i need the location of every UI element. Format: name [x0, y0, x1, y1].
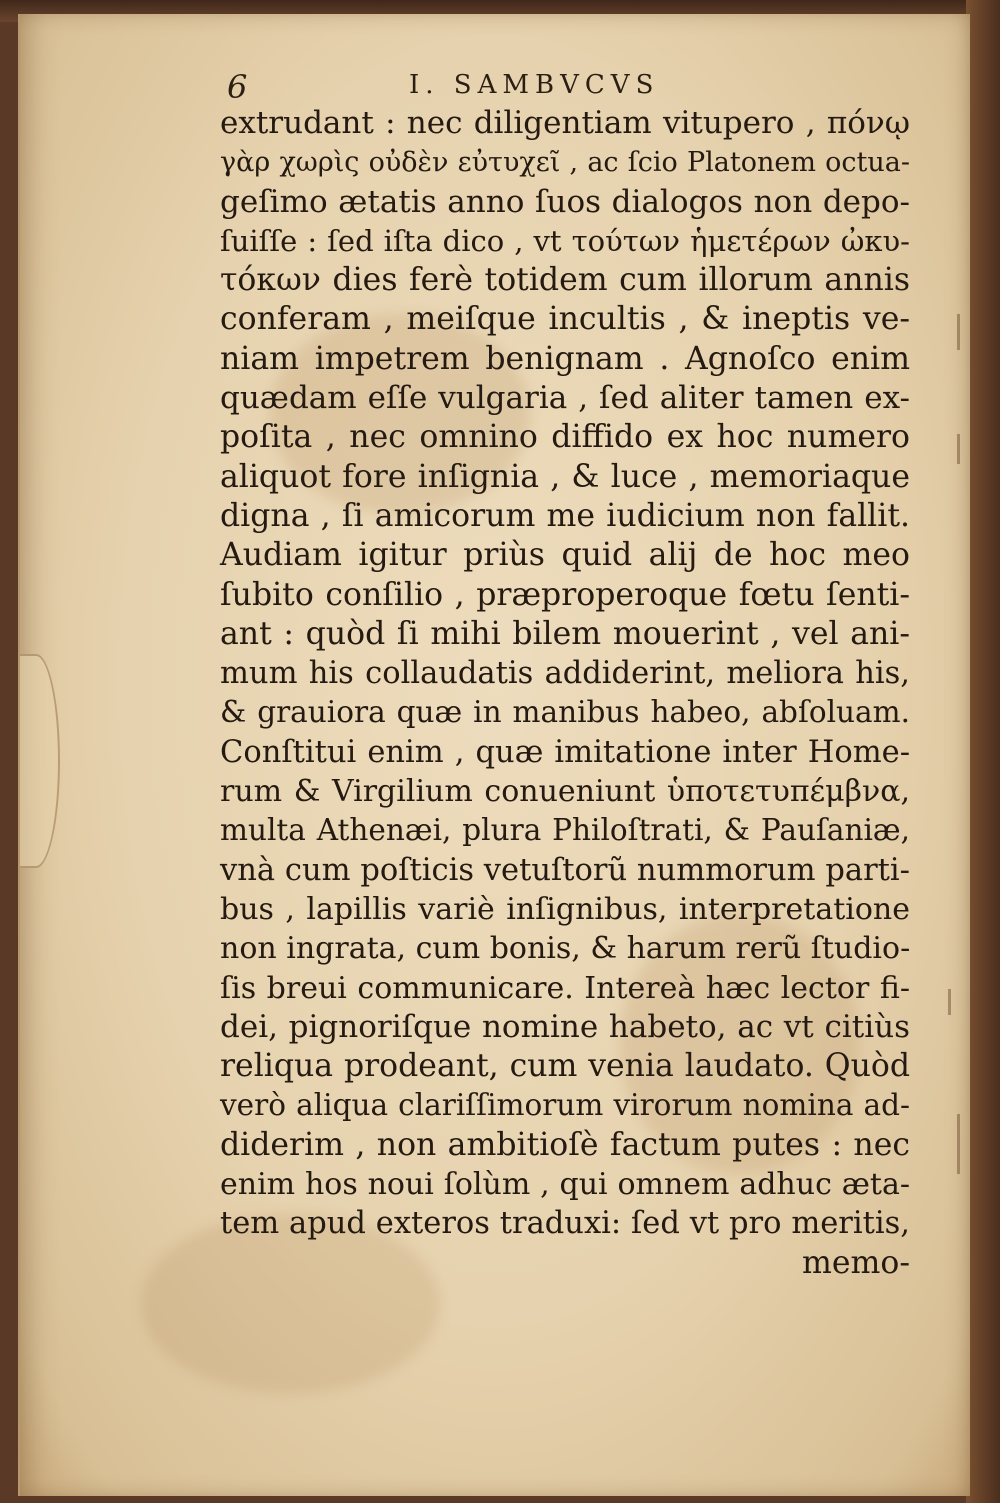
- body-text: [220, 104, 910, 1283]
- text-line: ſis breui communicare. Intereà hæc lector fi-: [220, 970, 910, 1006]
- text-line: & grauiora quæ in manibus habeo, abſoluam.: [220, 695, 910, 730]
- text-line: poſita , nec omnino diffido ex hoc numero: [220, 419, 910, 456]
- catchword: memo-: [802, 1244, 910, 1281]
- margin-mark: [957, 314, 960, 350]
- text-line: enim hos noui ſolùm , qui omnem adhuc æta-: [220, 1167, 910, 1203]
- text-line: dei, pignoriſque nomine habeto, ac vt citiùs: [220, 1008, 910, 1045]
- text-line: tem apud exteros traduxi: ſed vt pro meritis,: [220, 1206, 910, 1242]
- text-line: reliqua prodeant, cum venia laudato. Quòd: [220, 1048, 910, 1085]
- text-line: τόκων dies ferè totidem cum illorum annis: [220, 262, 910, 299]
- text-line: non ingrata, cum bonis, & harum rerũ ſtudio-: [220, 931, 911, 967]
- running-title: I. SAMBVCVS: [409, 70, 660, 100]
- text-line: ant : quòd ſi mihi bilem mouerint , vel ani-: [220, 615, 910, 652]
- text-line: verò aliqua clariſſimorum virorum nomina ad-: [220, 1088, 910, 1123]
- text-line: ſubito conſilio , præproperoque fœtu ſenti-: [220, 576, 910, 613]
- text-line: multa Athenæi, plura Philoſtrati, & Pauſaniæ,: [220, 813, 910, 848]
- text-line: γὰρ χωρὶς οὐδὲν εὐτυχεῖ , ac ſcio Platonem octua-: [220, 147, 910, 179]
- text-line: Audiam igitur priùs quid alij de hoc meo: [220, 537, 910, 574]
- text-line: extrudant : nec diligentiam vitupero , πόνῳ: [220, 105, 910, 141]
- text-line: quædam eſſe vulgaria , ſed aliter tamen ex-: [220, 380, 910, 417]
- text-line: aliquot fore inſignia , & luce , memoriaque: [220, 458, 910, 495]
- text-line: conferam , meiſque incultis , & ineptis ve-: [220, 301, 910, 338]
- text-line: ſuiſſe : ſed iſta dico , vt τούτων ἡμετέρων ὠκυ-: [220, 223, 910, 258]
- text-line: bus , lapillis variè inſignibus, interpretatione: [220, 891, 910, 927]
- page-header: [213, 68, 913, 108]
- page-number: 6: [227, 68, 251, 106]
- margin-mark: [948, 989, 951, 1015]
- text-line: digna , ſi amicorum me iudicium non fallit.: [220, 497, 910, 534]
- text-line: niam impetrem benignam . Agnoſco enim: [220, 340, 910, 377]
- book-cover-right-edge: [966, 0, 1000, 1503]
- text-line: Conſtitui enim , quæ imitatione inter Home-: [220, 734, 910, 770]
- text-line: diderim , non ambitioſè factum putes : nec: [220, 1126, 910, 1163]
- text-line: vnà cum poſticis vetuſtorũ nummorum parti-: [220, 852, 910, 888]
- text-line: mum his collaudatis addiderint, meliora his,: [220, 656, 910, 692]
- text-line: rum & Virgilium conueniunt ὑποτετυπέμβνα,: [220, 774, 910, 810]
- margin-mark: [957, 434, 960, 464]
- text-line: geſimo ætatis anno ſuos dialogos non depo-: [220, 183, 910, 220]
- margin-mark: [957, 1114, 960, 1174]
- folded-leaf-edge: [20, 654, 60, 868]
